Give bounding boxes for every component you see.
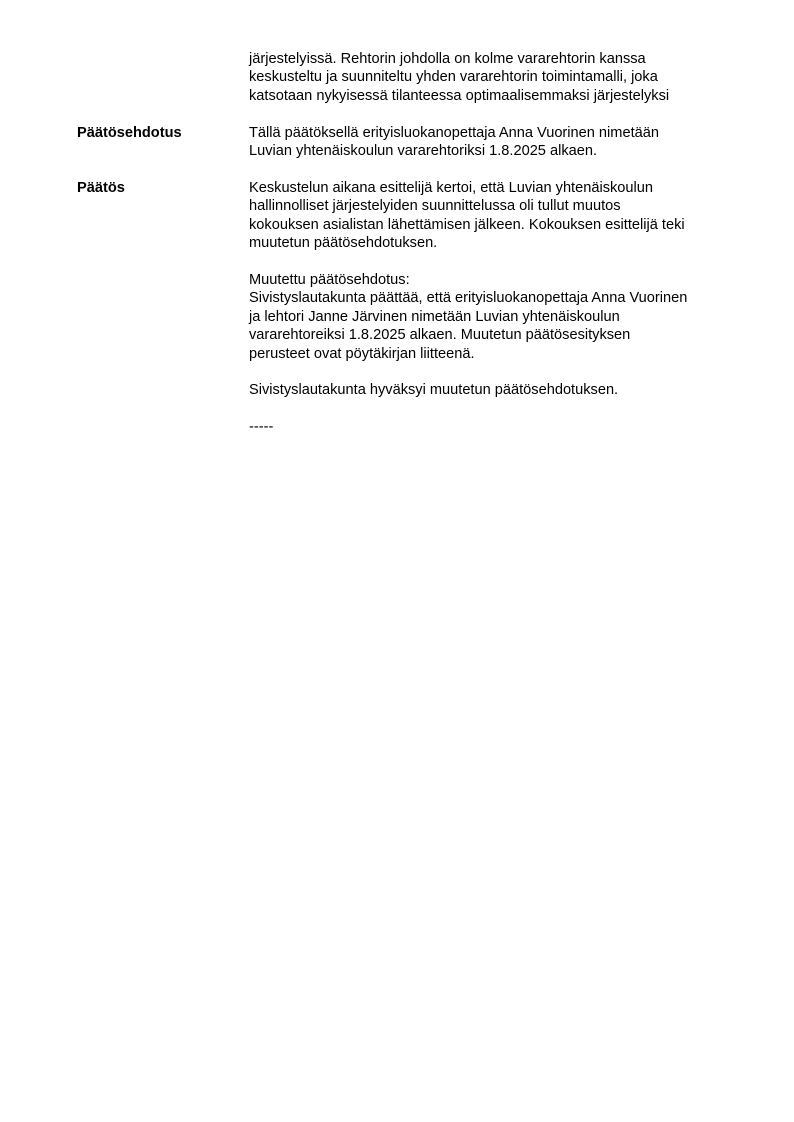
- proposal-line: Tällä päätöksellä erityisluokanopettaja Anna Vuorinen nimetään: [249, 125, 659, 141]
- decision-paragraph-3: [249, 381, 749, 399]
- decision-line: vararehtoreiksi 1.8.2025 alkaen. Muutetun päätösesityksen: [249, 327, 631, 344]
- intro-line: katsotaan nykyisessä tilanteessa optimaalisemmaksi järjestelyksi: [249, 87, 670, 104]
- proposal-line: Luvian yhtenäiskoulun vararehtoriksi 1.8.2025 alkaen.: [249, 143, 598, 160]
- decision-line: muutetun päätösehdotuksen.: [249, 235, 438, 252]
- decision-line: Muutettu päätösehdotus:: [249, 272, 410, 288]
- decision-line: Sivistyslautakunta hyväksyi muutetun päätösehdotuksen.: [249, 382, 619, 398]
- proposal-paragraph: [249, 124, 749, 161]
- decision-line: Sivistyslautakunta päättää, että erityisluokanopettaja Anna Vuorinen: [249, 290, 688, 307]
- section-separator: [249, 418, 749, 436]
- proposal-label: Päätösehdotus: [77, 125, 182, 141]
- intro-line: järjestelyissä. Rehtorin johdolla on kolme vararehtorin kanssa: [249, 51, 646, 67]
- decision-paragraph-1: [249, 179, 749, 253]
- decision-paragraph-2: [249, 271, 749, 363]
- decision-line: hallinnolliset järjestelyiden suunnittelussa oli tullut muutos: [249, 198, 621, 215]
- intro-line: keskusteltu ja suunniteltu yhden vararehtorin toimintamalli, joka: [249, 69, 658, 86]
- decision-line: ja lehtori Janne Järvinen nimetään Luvian yhtenäiskoulun: [249, 308, 620, 325]
- decision-label: Päätös: [77, 180, 125, 196]
- decision-line: perusteet ovat pöytäkirjan liitteenä.: [249, 345, 475, 362]
- separator-text: -----: [249, 419, 274, 435]
- decision-line: Keskustelun aikana esittelijä kertoi, että Luvian yhtenäiskoulun: [249, 180, 654, 196]
- intro-paragraph: [249, 50, 749, 105]
- decision-line: kokouksen asialistan lähettämisen jälkeen. Kokouksen esittelijä teki: [249, 216, 685, 233]
